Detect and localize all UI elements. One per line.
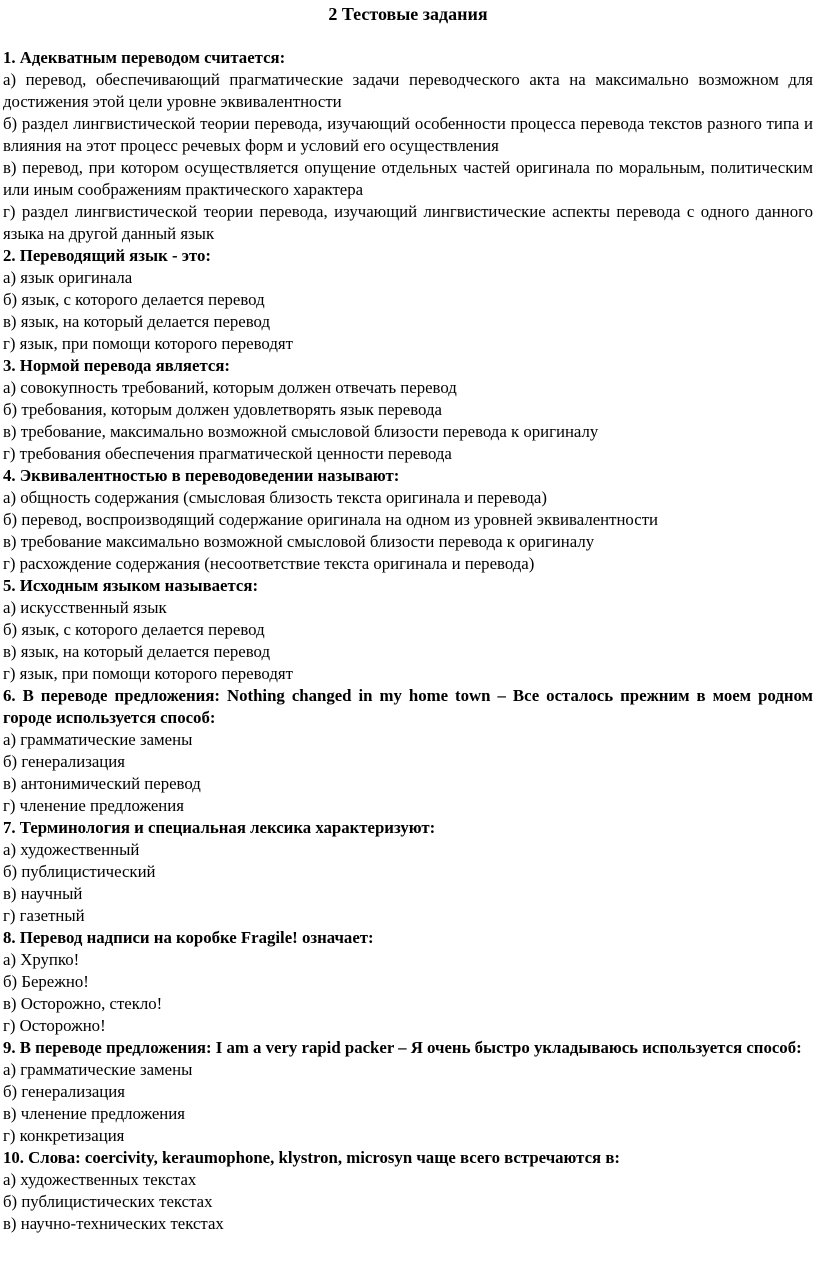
answer-option: а) общность содержания (смысловая близость текста оригинала и перевода) [3,488,547,507]
answer-option: в) требование, максимально возможной смысловой близости перевода к оригиналу [3,422,599,441]
document-title: 2 Тестовые задания [328,4,488,24]
question-text: 9. В переводе предложения: I am a very rapid packer – Я очень быстро укладываюсь используется способ: [3,1038,802,1057]
answer-options [3,267,813,355]
answer-options [3,949,813,1037]
answer-option: а) совокупность требований, которым должен отвечать перевод [3,378,457,397]
answer-option: в) научно-технических текстах [3,1214,224,1233]
question-text: 8. Перевод надписи на коробке Fragile! означает: [3,928,374,947]
answer-option: а) перевод, обеспечивающий прагматические задачи переводческого акта на максимально возможном для достижения этой цели уровне эквивалентности [3,70,813,111]
answer-options [3,377,813,465]
answer-option: в) Осторожно, стекло! [3,994,163,1013]
answer-option: б) раздел лингвистической теории перевода, изучающий особенности процесса перевода текстов разного типа и влияния на этот процесс речевых форм и условий его осуществления [3,114,813,155]
answer-options [3,597,813,685]
answer-option: в) научный [3,884,83,903]
question-item [3,465,813,575]
answer-options [3,69,813,245]
question-text: 2. Переводящий язык - это: [3,246,212,265]
question-text: 1. Адекватным переводом считается: [3,48,286,67]
answer-options [3,1059,813,1147]
answer-option: г) Осторожно! [3,1016,106,1035]
answer-option: в) язык, на который делается перевод [3,642,270,661]
answer-option: в) членение предложения [3,1104,185,1123]
answer-option: а) Хрупко! [3,950,80,969]
answer-option: г) газетный [3,906,85,925]
answer-option: а) художественных текстах [3,1170,197,1189]
answer-option: г) расхождение содержания (несоответствие текста оригинала и перевода) [3,554,535,573]
answer-option: б) публицистических текстах [3,1192,213,1211]
answer-option: б) перевод, воспроизводящий содержание оригинала на одном из уровней эквивалентности [3,510,659,529]
answer-option: г) конкретизация [3,1126,125,1145]
answer-option: а) художественный [3,840,140,859]
answer-option: б) язык, с которого делается перевод [3,290,265,309]
question-item [3,355,813,465]
answer-option: а) грамматические замены [3,1060,193,1079]
question-item [3,575,813,685]
answer-option: б) генерализация [3,1082,125,1101]
question-item [3,685,813,817]
answer-option: г) требования обеспечения прагматической ценности перевода [3,444,452,463]
question-list [3,47,813,1235]
question-text: 4. Эквивалентностью в переводоведении называют: [3,466,400,485]
answer-option: в) язык, на который делается перевод [3,312,270,331]
answer-options [3,487,813,575]
answer-option: в) антонимический перевод [3,774,201,793]
answer-option: б) генерализация [3,752,125,771]
answer-option: б) требования, которым должен удовлетворять язык перевода [3,400,442,419]
question-item [3,1037,813,1147]
question-item [3,817,813,927]
answer-options [3,1169,813,1235]
answer-option: а) язык оригинала [3,268,133,287]
answer-option: б) язык, с которого делается перевод [3,620,265,639]
question-text: 6. В переводе предложения: Nothing changed in my home town – Все осталось прежним в моем родном городе используется способ: [3,686,813,727]
question-text: 10. Слова: coercivity, keraumophone, klystron, microsyn чаще всего встречаются в: [3,1148,620,1167]
answer-option: а) искусственный язык [3,598,167,617]
answer-option: б) публицистический [3,862,156,881]
question-item [3,927,813,1037]
answer-option: в) перевод, при котором осуществляется опущение отдельных частей оригинала по моральным, политическим или иным соображениям практического характера [3,158,813,199]
answer-option: б) Бережно! [3,972,89,991]
answer-option: г) членение предложения [3,796,184,815]
answer-options [3,839,813,927]
answer-option: г) раздел лингвистической теории перевода, изучающий лингвистические аспекты перевода с одного данного языка на другой данный язык [3,202,813,243]
answer-option: г) язык, при помощи которого переводят [3,664,293,683]
answer-options [3,729,813,817]
question-item [3,1147,813,1235]
question-item [3,47,813,245]
answer-option: а) грамматические замены [3,730,193,749]
question-text: 5. Исходным языком называется: [3,576,259,595]
question-item [3,245,813,355]
answer-option: г) язык, при помощи которого переводят [3,334,293,353]
question-text: 3. Нормой перевода является: [3,356,231,375]
question-text: 7. Терминология и специальная лексика характеризуют: [3,818,436,837]
answer-option: в) требование максимально возможной смысловой близости перевода к оригиналу [3,532,595,551]
